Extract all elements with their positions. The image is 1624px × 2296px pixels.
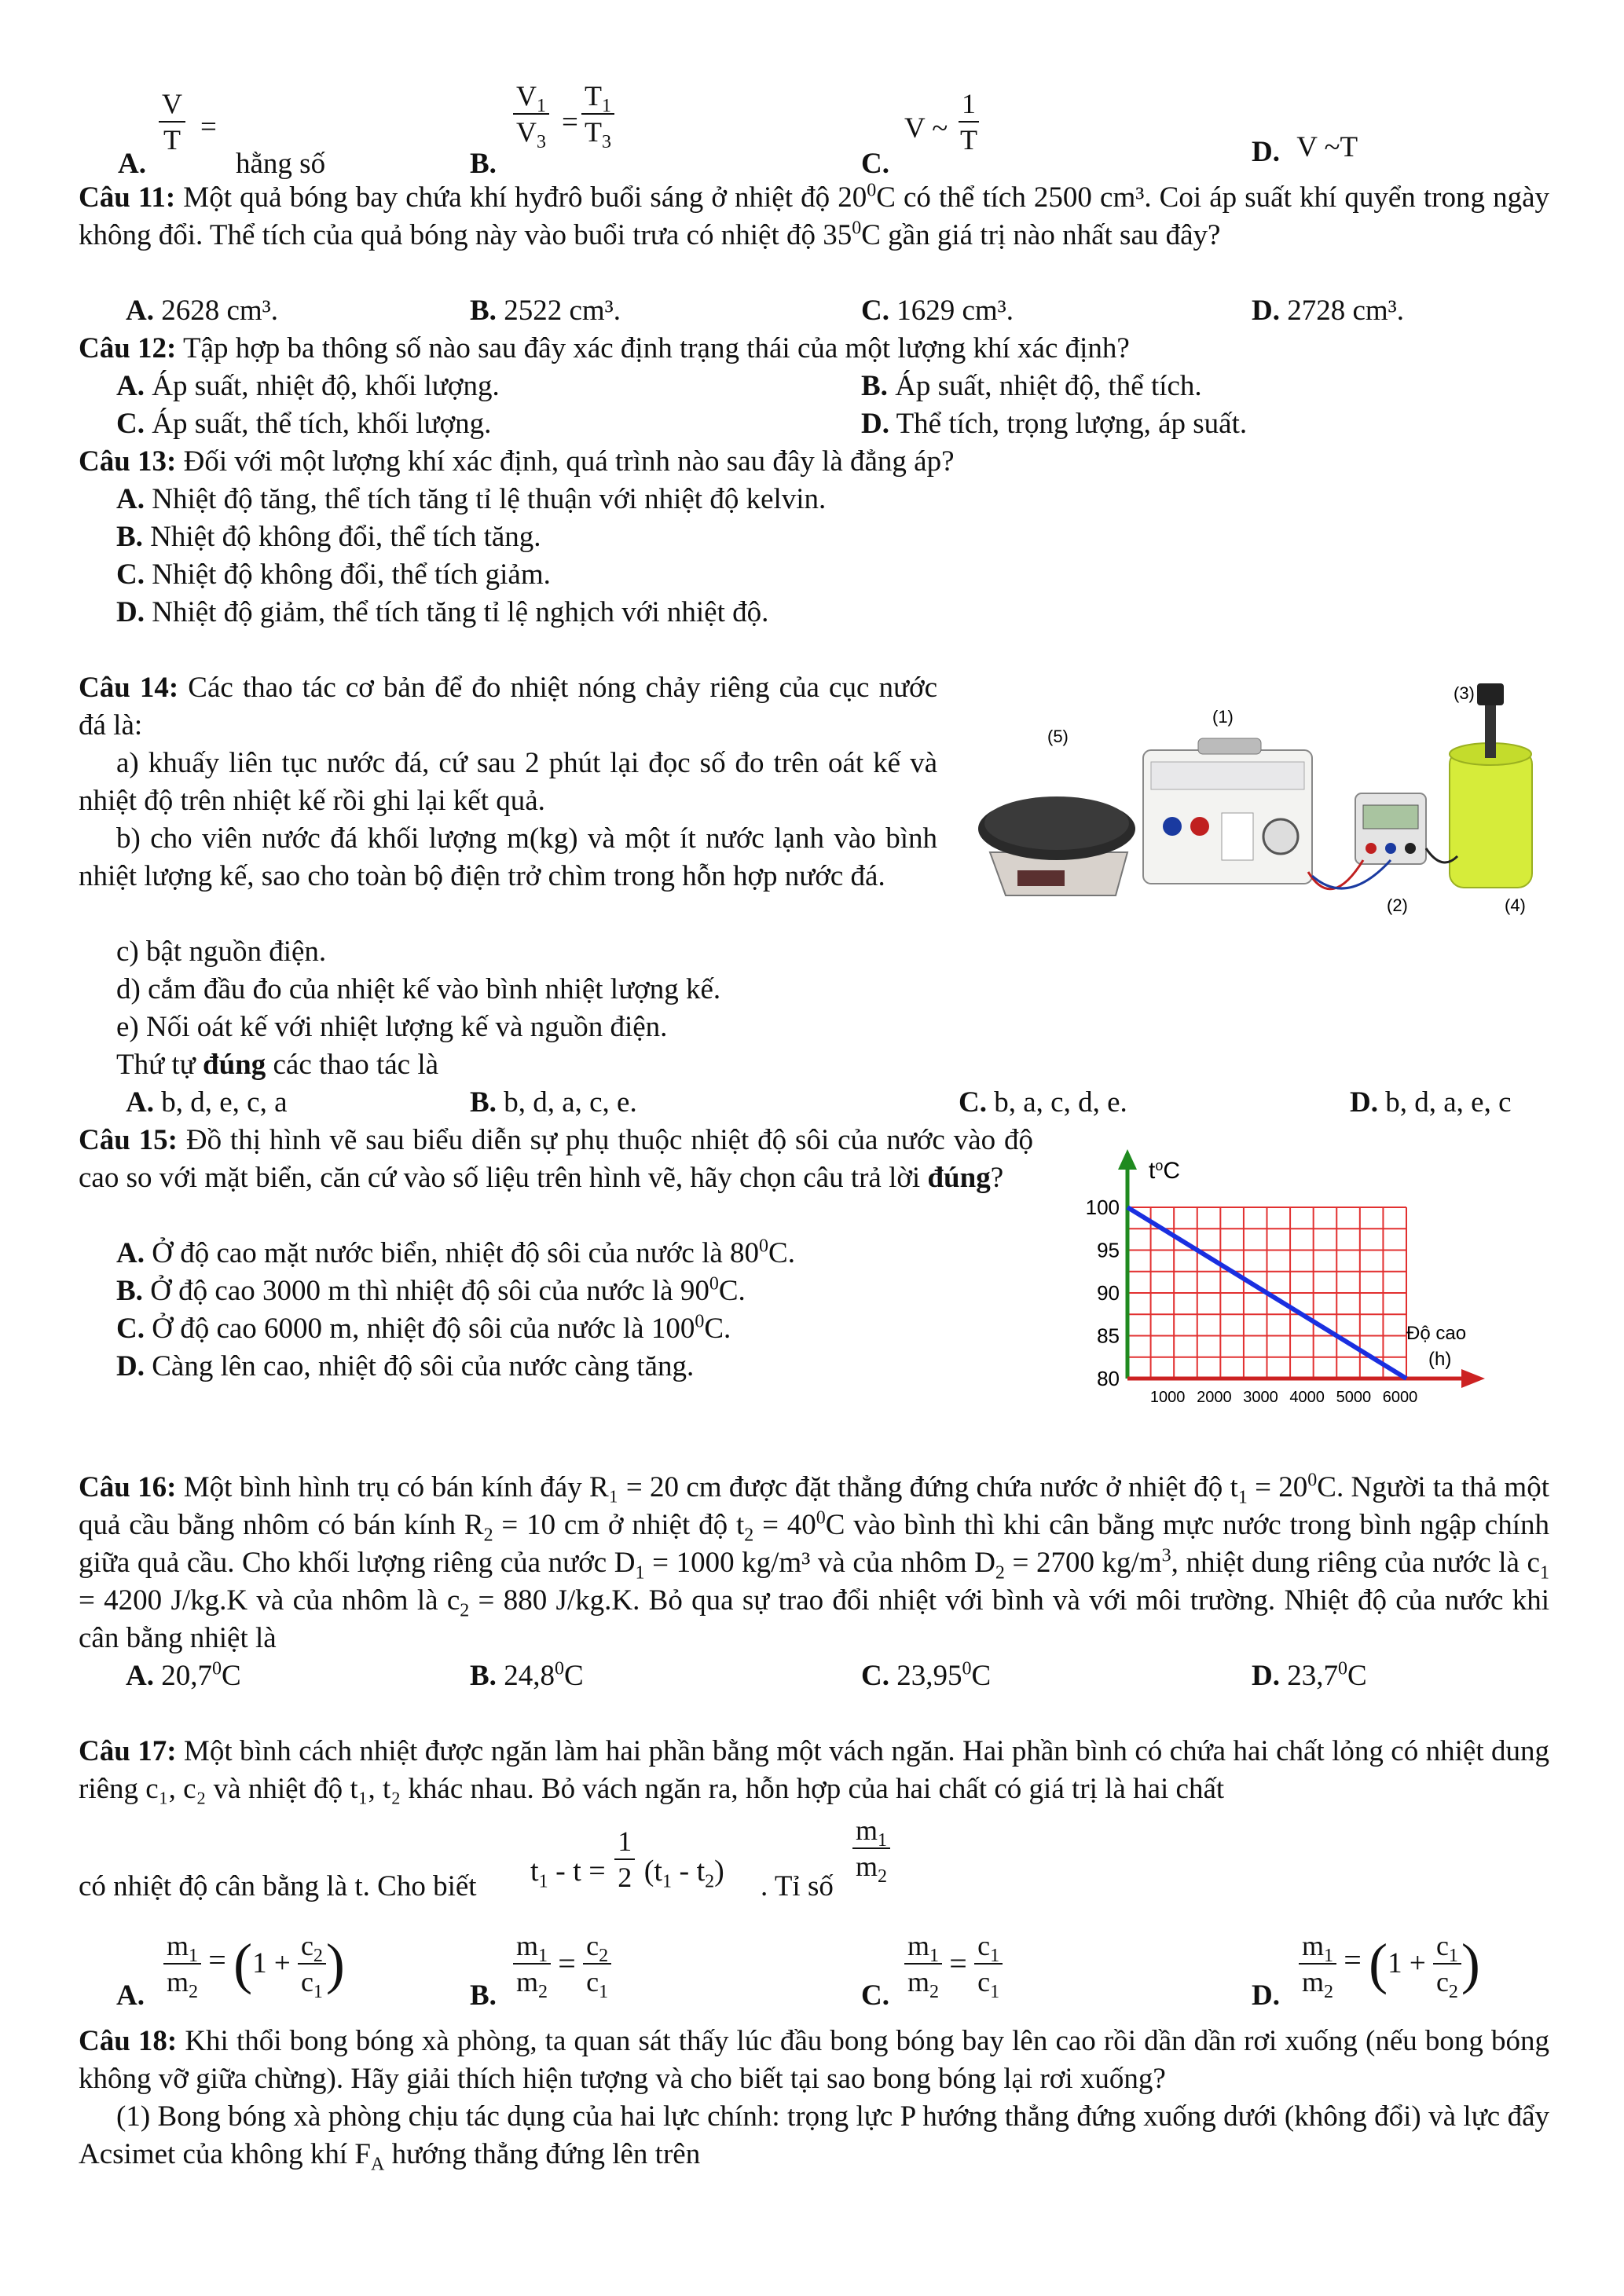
- y-tick-label: 80: [1097, 1367, 1120, 1390]
- question-18: Câu 18: Khi thổi bong bóng xà phòng, ta quan sát thấy lúc đầu bong bóng bay lên cao rồi dần dần rơi xuống (nếu bong bóng không vỡ giữa chừng). Hãy giải thích hiện tượng và cho biết tại sao bong bóng lại rơi xuống?: [79, 2025, 1549, 2095]
- q15-option-d[interactable]: D. Càng lên cao, nhiệt độ sôi của nước càng tăng.: [116, 1350, 695, 1382]
- q17-ratio-fraction: $\frac{m_1}{m_2}$: [852, 1813, 890, 1884]
- question-17: Câu 17: Một bình cách nhiệt được ngăn làm hai phần bằng một vách ngăn. Hai phần bình có chứa hai chất lỏng có nhiệt dung riêng c₁, c₂ và nhiệt độ t₁, t₂ khác nhau. Bỏ vách ngăn ra, hỗn hợp của hai chất có giá trị là hai chất: [79, 1735, 1549, 1805]
- q10-option-d[interactable]: D. V ~T: [1252, 131, 1358, 168]
- calorimetry-equipment-figure: [962, 676, 1544, 919]
- q15-option-b[interactable]: B. Ở độ cao 3000 m thì nhiệt độ sôi của nước là $90^0C$.: [116, 1273, 746, 1307]
- figure-label-2: (2): [1387, 895, 1408, 915]
- figure-label-5: (5): [1047, 727, 1069, 746]
- q14-step-a: a) khuấy liên tục nước đá, cứ sau 2 phút lại đọc số đo trên oát kế và nhiệt độ trên nhiệt kế rồi ghi lại kết quả.: [79, 747, 937, 817]
- y-tick-label: 100: [1085, 1196, 1120, 1219]
- figure-label-3: (3): [1454, 683, 1475, 703]
- x-tick-label: 3000: [1243, 1389, 1278, 1406]
- x-axis-arrow: [1461, 1369, 1485, 1388]
- fraction-1-over-t: $\frac{1}{T}$: [960, 88, 977, 156]
- q14-step-b: b) cho viên nước đá khối lượng m(kg) và một ít nước lạnh vào bình nhiệt lượng kế, sao cho toàn bộ điện trở chìm trong hỗn hợp nước đá.: [79, 822, 937, 892]
- q11-option-d[interactable]: D. 2728 cm³.: [1252, 295, 1405, 327]
- chart-ticks: [1086, 1196, 1418, 1406]
- q12-option-b[interactable]: B. Áp suất, nhiệt độ, thể tích.: [861, 370, 1202, 402]
- x-axis-label-line1: Độ cao: [1406, 1323, 1467, 1344]
- question-15: Câu 15: Đồ thị hình vẽ sau biểu diễn sự phụ thuộc nhiệt độ sôi của nước vào độ cao so với mặt biển, căn cứ vào số liệu trên hình vẽ, hãy chọn câu trả lời đúng?: [79, 1124, 1033, 1194]
- question-12: Câu 12: Tập hợp ba thông số nào sau đây xác định trạng thái của một lượng khí xác định?: [79, 332, 1130, 364]
- figure-label-4: (4): [1505, 895, 1526, 915]
- q11-option-c[interactable]: C. 1629 cm³.: [861, 295, 1014, 327]
- question-14: Câu 14: Các thao tác cơ bản để đo nhiệt nóng chảy riêng của cục nước đá là:: [79, 672, 938, 742]
- q13-option-c[interactable]: C. Nhiệt độ không đổi, thể tích giảm.: [116, 558, 551, 591]
- y-tick-label: 95: [1097, 1238, 1120, 1262]
- q12-option-d[interactable]: D. Thể tích, trọng lượng, áp suất.: [861, 408, 1248, 440]
- q18-explanation-1: (1) Bong bóng xà phòng chịu tác dụng của hai lực chính: trọng lực P hướng thẳng đứng xuống dưới (không đổi) và lực đẩy Acsimet của không khí $F_A$ hướng thẳng đứng lên trên: [79, 2100, 1549, 2175]
- q14-order-text: Thứ tự đúng các thao tác là: [116, 1049, 439, 1081]
- q16-option-d[interactable]: D. 23,7$^0$C: [1252, 1658, 1367, 1692]
- boiling-point-chart: [1076, 1143, 1516, 1426]
- electronic-scale-icon: [978, 796, 1135, 895]
- q12-option-a[interactable]: A. Áp suất, nhiệt độ, khối lượng.: [116, 370, 500, 402]
- q15-option-a[interactable]: A. Ở độ cao mặt nước biển, nhiệt độ sôi của nước là $80^0C$.: [116, 1236, 795, 1269]
- q16-option-c[interactable]: C. 23,95$^0$C: [861, 1658, 992, 1692]
- q12-option-c[interactable]: C. Áp suất, thể tích, khối lượng.: [116, 408, 492, 440]
- option-label: A.: [118, 148, 146, 180]
- q13-option-d[interactable]: D. Nhiệt độ giảm, thể tích tăng tỉ lệ nghịch với nhiệt độ.: [116, 596, 769, 628]
- q13-option-a[interactable]: A. Nhiệt độ tăng, thể tích tăng tỉ lệ thuận với nhiệt độ kelvin.: [116, 483, 827, 515]
- y-axis-label: $t^oC$: [1149, 1158, 1181, 1184]
- y-tick-label: 85: [1097, 1324, 1120, 1348]
- q14-option-b[interactable]: B. b, d, a, c, e.: [470, 1086, 637, 1119]
- q11-option-b[interactable]: B. 2522 cm³.: [470, 295, 621, 327]
- wattmeter-icon: [1355, 793, 1426, 864]
- figure-label-1: (1): [1212, 707, 1234, 727]
- x-axis-label-line2: (h): [1428, 1349, 1452, 1370]
- x-tick-label: 5000: [1336, 1389, 1372, 1406]
- q15-option-c[interactable]: C. Ở độ cao 6000 m, nhiệt độ sôi của nước là $100^0C$.: [116, 1311, 731, 1345]
- q14-option-c[interactable]: C. b, a, c, d, e.: [959, 1086, 1127, 1119]
- q13-option-b[interactable]: B. Nhiệt độ không đổi, thể tích tăng.: [116, 521, 541, 553]
- q16-option-a[interactable]: A. 20,7$^0$C: [126, 1658, 241, 1692]
- q11-option-a[interactable]: A. 2628 cm³.: [126, 295, 279, 327]
- q17-given-text: có nhiệt độ cân bằng là t. Cho biết: [79, 1870, 477, 1902]
- x-tick-label: 6000: [1382, 1389, 1418, 1406]
- x-tick-label: 2000: [1197, 1389, 1232, 1406]
- y-axis-arrow: [1118, 1149, 1137, 1170]
- q14-step-d: d) cắm đầu đo của nhiệt kế vào bình nhiệt lượng kế.: [116, 973, 721, 1005]
- x-tick-label: 1000: [1149, 1389, 1186, 1406]
- y-tick-label: 90: [1097, 1281, 1120, 1305]
- q14-option-d[interactable]: D. b, d, a, e, c: [1350, 1086, 1512, 1119]
- q17-ratio-text: . Tỉ số: [761, 1870, 834, 1902]
- calorimeter-icon: [1450, 683, 1532, 888]
- fraction-t1-t3: $\frac{T_1}{T_3}$: [581, 79, 614, 149]
- question-11: Câu 11: Một quả bóng bay chứa khí hyđrô buổi sáng ở nhiệt độ $20^0C$ có thể tích 2500 cm³. Coi áp suất khí quyển trong ngày không đổi. Thể tích của quả bóng này vào buổi trưa có nhiệt độ $35^0C$ gần giá trị nào nhất sau đây?: [79, 180, 1550, 251]
- q17-given-formula: $t_1$ - t = $\frac{1}{2}$ $(t_1 - t_2)$: [530, 1825, 724, 1893]
- fraction-v-over-t: $\frac{V}{T}$: [159, 86, 185, 157]
- power-supply-box-icon: [1143, 738, 1312, 884]
- fraction-v1-v3: $\frac{V_1}{V_3}$: [513, 79, 549, 149]
- q14-option-a[interactable]: A. b, d, e, c, a: [126, 1086, 288, 1119]
- q14-step-c: c) bật nguồn điện.: [116, 936, 327, 968]
- x-tick-label: 4000: [1289, 1389, 1325, 1406]
- question-13: Câu 13: Đối với một lượng khí xác định, quá trình nào sau đây là đẳng áp?: [79, 445, 955, 478]
- question-label: Câu 11:: [79, 181, 176, 214]
- question-16: Câu 16: Một bình hình trụ có bán kính đáy R₁ = 20 cm được đặt thẳng đứng chứa nước ở nhiệt độ $t_1 = 20^0C$. Người ta thả một quả cầu bằng nhôm có bán kính $R_2 = 10$ cm ở nhiệt độ $t_2 = 40^0C$ vào bình thì khi cân bằng mực nước trong bình ngập chính giữa quả cầu. Cho khối lượng riêng của nước $D_1 = 1000$ kg/m³ và của nhôm $D_2 = 2700$ $kg/m^3$, nhiệt dung riêng của nước là $c_1 = 4200$ J/kg.K và của nhôm là $c_2 = 880$ J/kg.K. Bỏ qua sự trao đổi nhiệt với bình và với môi trường. Nhiệt độ của nước khi cân bằng nhiệt là: [79, 1470, 1550, 1654]
- q14-step-e: e) Nối oát kế với nhiệt lượng kế và nguồn điện.: [116, 1011, 668, 1043]
- q16-option-b[interactable]: B. 24,8$^0$C: [470, 1658, 584, 1692]
